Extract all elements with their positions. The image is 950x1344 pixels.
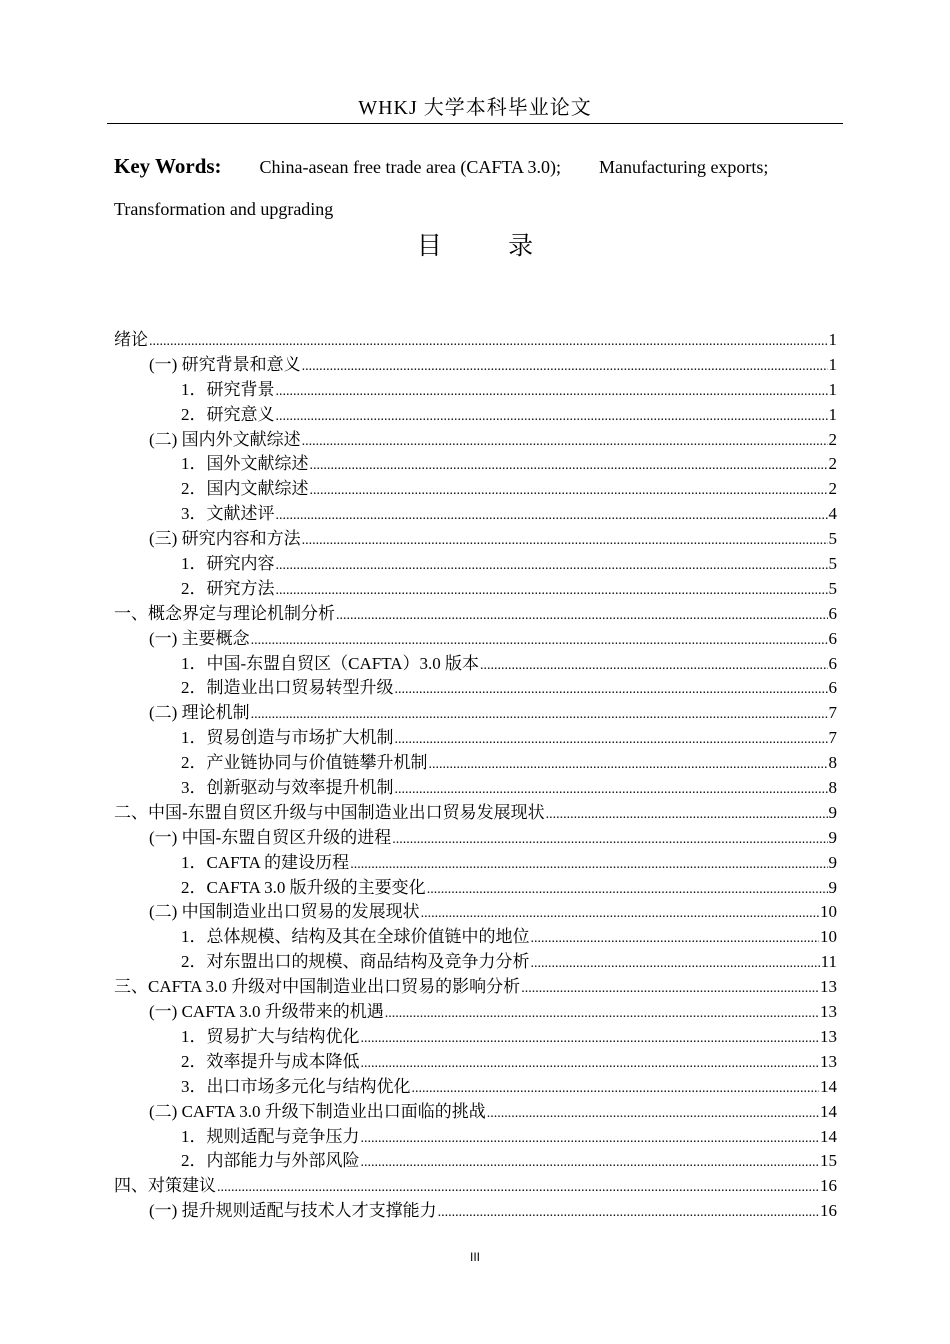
toc-entry[interactable] [114,602,837,627]
toc-leader-dots [361,1027,820,1052]
toc-entry[interactable] [114,826,837,851]
toc-entry-page: 2 [828,479,837,499]
toc-entry-text: (二) CAFTA 3.0 升级下制造业出口面临的挑战 [149,1101,486,1121]
toc-entry-page: 6 [828,678,837,698]
toc-entry[interactable] [114,876,837,901]
toc-entry[interactable] [114,950,837,975]
toc-entry-text: 2．内部能力与外部风险 [181,1151,360,1171]
toc-leader-dots [361,1127,820,1152]
toc-leader-dots [276,380,828,405]
toc-entry-text: (三) 研究内容和方法 [149,529,301,549]
toc-entry[interactable] [114,502,837,527]
toc-entry-page: 9 [828,827,837,847]
toc-entry-text: (一) 主要概念 [149,628,250,648]
toc-entry-page: 2 [828,429,837,449]
toc-entry-page: 7 [828,728,837,748]
toc-leader-dots [361,1151,820,1176]
toc-entry-page: 9 [828,852,837,872]
toc-entry-page: 10 [820,927,837,947]
toc-entry-text: 三、CAFTA 3.0 升级对中国制造业出口贸易的影响分析 [114,977,521,997]
toc-entry-page: 14 [820,1101,837,1121]
toc-entry[interactable] [114,552,837,577]
toc-entry[interactable] [114,676,837,701]
toc-entry-text: (一) 研究背景和意义 [149,354,301,374]
toc-entry[interactable] [114,1025,837,1050]
toc-leader-dots [276,504,828,529]
toc-entry-page: 8 [828,753,837,773]
toc-entry-text: 2．研究方法 [181,578,275,598]
toc-entry[interactable] [114,925,837,950]
toc-entry-page: 6 [828,628,837,648]
toc-entry[interactable] [114,403,837,428]
toc-leader-dots [302,430,828,455]
toc-entry-text: (一) CAFTA 3.0 升级带来的机遇 [149,1002,384,1022]
toc-entry[interactable] [114,527,837,552]
toc-leader-dots [350,853,827,878]
toc-leader-dots [217,1176,819,1201]
toc-entry-page: 2 [828,454,837,474]
toc-entry[interactable] [114,1050,837,1075]
toc-leader-dots [546,803,828,828]
toc-entry[interactable] [114,1125,837,1150]
header-title: WHKJ 大学本科毕业论文 [358,97,592,119]
toc-entry[interactable] [114,1075,837,1100]
toc-leader-dots [395,778,828,803]
toc-entry-text: 2．国内文献综述 [181,479,309,499]
toc-leader-dots [310,454,828,479]
toc-entry[interactable] [114,577,837,602]
toc-entry-page: 14 [820,1076,837,1096]
toc-entry-text: 1．贸易创造与市场扩大机制 [181,728,394,748]
toc-leader-dots [429,753,828,778]
toc-leader-dots [392,828,827,853]
toc-entry-text: 1．规则适配与竞争压力 [181,1126,360,1146]
toc-title: 目 录 [416,233,564,260]
toc-entry-text: (二) 国内外文献综述 [149,429,301,449]
toc-leader-dots [438,1201,819,1226]
toc-entry-text: 3．文献述评 [181,504,275,524]
toc-entry[interactable] [114,353,837,378]
toc-entry-text: 1．总体规模、结构及其在全球价值链中的地位 [181,927,530,947]
toc-entry[interactable] [114,378,837,403]
toc-entry-page: 10 [820,902,837,922]
toc-leader-dots [427,878,828,903]
toc-leader-dots [251,629,828,654]
toc-entry-page: 15 [820,1151,837,1171]
toc-entry[interactable] [114,975,837,1000]
toc-leader-dots [531,927,820,952]
toc-entry-text: 1．研究内容 [181,554,275,574]
toc-entry-page: 6 [828,653,837,673]
toc-entry-text: 二、中国-东盟自贸区升级与中国制造业出口贸易发展现状 [114,802,545,822]
toc-entry-page: 13 [820,1002,837,1022]
toc-entry-page: 13 [820,1026,837,1046]
toc-entry-text: 2．产业链协同与价值链攀升机制 [181,753,428,773]
toc-entry-text: 1．国外文献综述 [181,454,309,474]
toc-entry-page: 5 [828,578,837,598]
toc-entry-text: (一) 中国-东盟自贸区升级的进程 [149,827,392,847]
toc-entry-text: (二) 理论机制 [149,703,250,723]
toc-entry-page: 7 [828,703,837,723]
toc-entry-page: 14 [820,1126,837,1146]
toc-entry[interactable] [114,328,837,353]
toc-entry-page: 13 [820,1051,837,1071]
table-of-contents [114,328,837,1224]
toc-entry-text: 2．制造业出口贸易转型升级 [181,678,394,698]
toc-leader-dots [310,479,828,504]
toc-entry[interactable] [114,751,837,776]
toc-entry[interactable] [114,1199,837,1224]
toc-leader-dots [276,554,828,579]
toc-leader-dots [336,604,828,629]
toc-entry-page: 1 [828,354,837,374]
toc-entry-page: 1 [828,379,837,399]
toc-entry-text: 3．创新驱动与效率提升机制 [181,778,394,798]
toc-entry-text: (二) 中国制造业出口贸易的发展现状 [149,902,420,922]
toc-leader-dots [412,1077,820,1102]
toc-entry-text: 一、概念界定与理论机制分析 [114,603,335,623]
toc-entry[interactable] [114,1100,837,1125]
toc-entry-text: (一) 提升规则适配与技术人才支撑能力 [149,1201,437,1221]
toc-leader-dots [251,703,828,728]
toc-entry-text: 1．贸易扩大与结构优化 [181,1026,360,1046]
toc-entry[interactable] [114,776,837,801]
toc-entry[interactable] [114,1174,837,1199]
toc-entry-page: 1 [828,404,837,424]
toc-entry-page: 5 [828,529,837,549]
toc-entry[interactable] [114,801,837,826]
keywords-section [114,145,844,230]
toc-entry-page: 9 [828,877,837,897]
toc-entry-text: 2．效率提升与成本降低 [181,1051,360,1071]
toc-entry-page: 6 [828,603,837,623]
toc-entry-page: 5 [828,554,837,574]
keyword-item: Manufacturing exports; [598,157,769,177]
toc-entry[interactable] [114,1149,837,1174]
toc-entry-text: 1．CAFTA 的建设历程 [181,852,350,872]
toc-entry[interactable] [114,452,837,477]
toc-entry[interactable] [114,1000,837,1025]
toc-entry[interactable] [114,851,837,876]
page-header [107,95,843,124]
toc-entry[interactable] [114,428,837,453]
toc-entry-page: 16 [820,1176,837,1196]
toc-entry-page: 4 [828,504,837,524]
toc-entry[interactable] [114,477,837,502]
toc-leader-dots [361,1052,820,1077]
toc-leader-dots [302,355,828,380]
toc-entry-text: 2．研究意义 [181,404,275,424]
toc-entry-page: 16 [820,1201,837,1221]
toc-entry-text: 绪论 [114,330,148,349]
toc-entry[interactable] [114,627,837,652]
toc-entry-text: 四、对策建议 [114,1176,216,1196]
toc-leader-dots [487,1102,819,1127]
keyword-item: China-asean free trade area (CAFTA 3.0); [259,157,561,177]
toc-entry-text: 2．对东盟出口的规模、商品结构及竞争力分析 [181,952,530,972]
toc-entry-text: 1．研究背景 [181,379,275,399]
keywords-line [114,145,844,188]
toc-leader-dots [395,728,828,753]
toc-entry-page: 8 [828,778,837,798]
toc-entry-text: 2．CAFTA 3.0 版升级的主要变化 [181,877,426,897]
toc-entry-text: 3．出口市场多元化与结构优化 [181,1076,411,1096]
toc-entry-page: 11 [820,952,837,972]
toc-leader-dots [531,952,820,977]
toc-entry[interactable] [114,652,837,677]
toc-leader-dots [421,902,819,927]
toc-entry-page: 13 [820,977,837,997]
keyword-item: Transformation and upgrading [114,199,334,219]
toc-entry-page: 1 [828,330,837,349]
toc-entry[interactable] [114,701,837,726]
toc-entry[interactable] [114,900,837,925]
toc-entry-page: 9 [828,802,837,822]
toc-entry[interactable] [114,726,837,751]
keywords-label: Key Words: [114,154,222,178]
toc-leader-dots [395,678,828,703]
toc-leader-dots [385,1002,819,1027]
toc-leader-dots [480,654,827,679]
toc-leader-dots [521,977,819,1002]
toc-entry-text: 1．中国-东盟自贸区（CAFTA）3.0 版本 [181,653,480,673]
toc-leader-dots [276,405,828,430]
toc-leader-dots [149,330,828,355]
toc-leader-dots [276,579,828,604]
page-number: III [469,1250,480,1264]
toc-leader-dots [302,529,828,554]
